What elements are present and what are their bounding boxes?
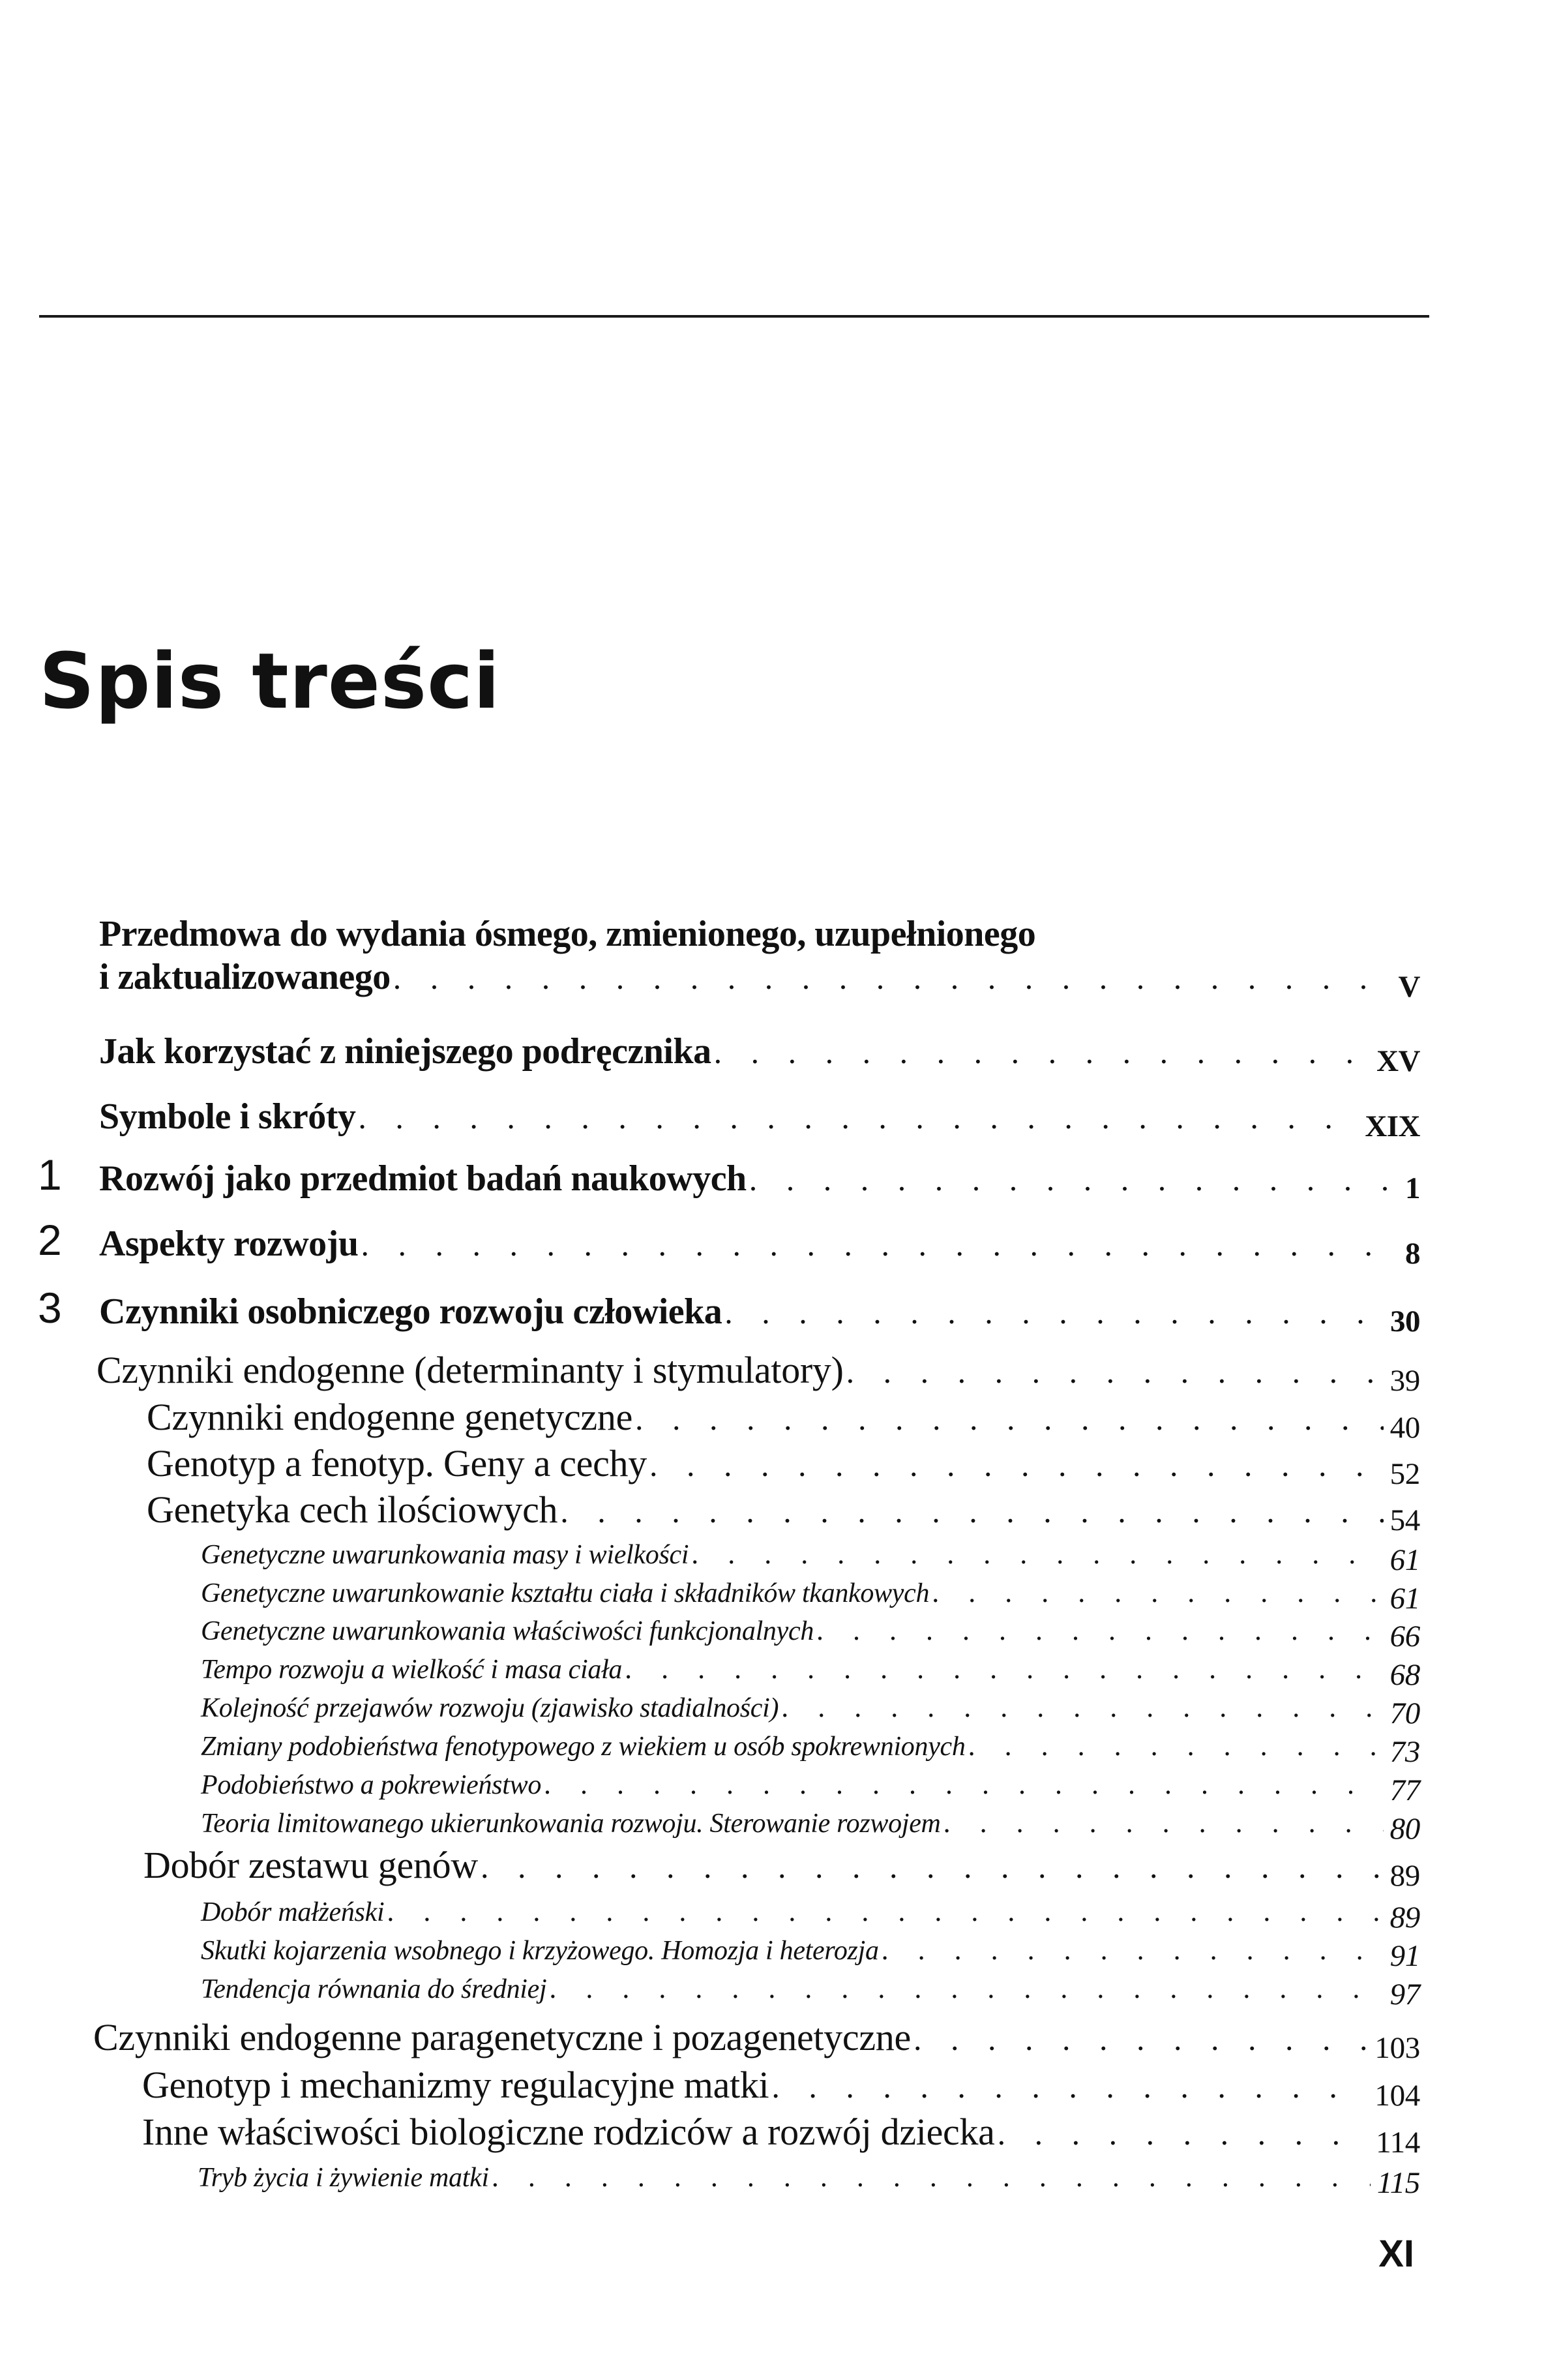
toc-entry-chapter-2 [99,1223,1420,1271]
toc-entry-chapter-3 [99,1291,1420,1338]
toc-subentry [142,2063,1420,2113]
chapter-number: 2 [38,1216,62,1264]
dot-leader [549,1972,1383,2005]
toc-subentry [201,1536,1420,1577]
dot-leader [968,1729,1384,1762]
toc-subentry [201,1970,1420,2011]
toc-entry-howto [99,1031,1420,1078]
toc-entry-label: Dobór małżeński [201,1897,385,1927]
toc-entry-label: Rozwój jako przedmiot badań naukowych [99,1158,747,1199]
toc-entry-label: Genetyczne uwarunkowanie kształtu ciała i składników tkankowych [201,1578,930,1608]
toc-page-number: 68 [1389,1658,1420,1692]
toc-page-number: 8 [1405,1237,1420,1271]
toc-entry-label: Kolejność przejawów rozwoju (zjawisko stadialności) [201,1693,779,1723]
toc-entry-label: Symbole i skróty [99,1096,356,1137]
toc-page-number: 61 [1389,1543,1420,1577]
chapter-number: 1 [38,1151,62,1199]
toc-entry-chapter-1 [99,1158,1420,1205]
toc-entry-label: Czynniki osobniczego rozwoju człowieka [99,1291,722,1332]
toc-page-number: XIX [1365,1109,1420,1143]
dot-leader [943,1806,1384,1839]
toc-subentry [143,1843,1420,1893]
toc-subentry [201,1766,1420,1807]
toc-entry-preface [99,956,1420,1004]
toc-subentry [201,1893,1420,1935]
dot-leader [635,1400,1384,1438]
toc-entry-label: Dobór zestawu genów [143,1844,478,1886]
toc-entry-label: Czynniki endogenne paragenetyczne i pozagenetyczne [93,2016,911,2058]
toc-entry-label: Genetyczne uwarunkowania masy i wielkości [201,1540,689,1570]
toc-entry-label: Zmiany podobieństwa fenotypowego z wiekiem u osób spokrewnionych [201,1732,966,1762]
dot-leader [714,1033,1370,1071]
toc-entry-label: Teoria limitowanego ukierunkowania rozwoju. Sterowanie rozwojem [201,1809,941,1839]
chapter-number: 3 [38,1284,62,1332]
toc-entry-label: Tryb życia i żywienie matki [198,2163,489,2193]
dot-leader [771,2068,1368,2105]
dot-leader [846,1353,1384,1391]
toc-subentry [201,1651,1420,1692]
dot-leader [358,1098,1358,1136]
toc-subentry [147,1441,1420,1491]
dot-leader [913,2020,1368,2058]
toc-page-number: V [1398,970,1420,1004]
toc-subentry [198,2159,1420,2200]
page-folio: XI [1378,2233,1414,2275]
toc-entry-label: i zaktualizowanego [99,957,391,997]
toc-subentry [201,1805,1420,1846]
toc-entry-label: Czynniki endogenne genetyczne [147,1396,633,1438]
toc-subentry [147,1488,1420,1537]
toc-subentry [201,1612,1420,1653]
toc-page-number: 66 [1389,1619,1420,1653]
toc-entry-label: Czynniki endogenne (determinanty i stymulatory) [97,1349,844,1391]
dot-leader [387,1895,1383,1928]
toc-page-number: 97 [1389,1978,1420,2011]
dot-leader [625,1652,1383,1685]
toc-entry-label: Tempo rozwoju a wielkość i masa ciała [201,1655,623,1685]
toc-page-number: 40 [1389,1411,1420,1445]
toc-subentry [201,1689,1420,1730]
toc-entry-label: Genotyp a fenotyp. Geny a cechy [147,1442,647,1484]
dot-leader [649,1446,1384,1484]
dot-leader [560,1492,1383,1530]
toc-page-number: XV [1376,1044,1420,1078]
toc-page-number: 89 [1389,1859,1420,1893]
toc-page-number: 91 [1389,1939,1420,1973]
toc-subentry [147,1395,1420,1445]
toc-entry-label: Genotyp i mechanizmy regulacyjne matki [142,2064,769,2106]
dot-leader [481,1848,1384,1886]
dot-leader [749,1160,1399,1198]
page-title: Spis treści [39,636,501,726]
toc-page-number: 61 [1389,1582,1420,1616]
dot-leader [691,1537,1383,1571]
toc-subentry [201,1932,1420,1973]
dot-leader [932,1576,1383,1609]
toc-entry-label: Podobieństwo a pokrewieństwo [201,1770,542,1800]
toc-page-number: 70 [1389,1696,1420,1730]
toc-entry-label: Genetyczne uwarunkowania właściwości funkcjonalnych [201,1616,814,1646]
dot-leader [781,1691,1383,1724]
dot-leader [816,1614,1384,1647]
toc-entry-label: Jak korzystać z niniejszego podręcznika [99,1031,711,1072]
toc-page-number: 77 [1389,1773,1420,1807]
toc-page-number: 103 [1374,2031,1420,2065]
dot-leader [361,1226,1399,1263]
toc-entry-label: Skutki kojarzenia wsobnego i krzyżowego. Homozja i heterozja [201,1936,879,1966]
dot-leader [492,2160,1371,2193]
toc-page-number: 89 [1389,1901,1420,1935]
toc-page-number: 73 [1389,1735,1420,1769]
dot-leader [724,1293,1384,1331]
toc-page-number: 80 [1389,1812,1420,1846]
toc-subentry [201,1574,1420,1616]
dot-leader [882,1933,1384,1966]
dot-leader [998,2115,1370,2152]
toc-entry-label: Genetyka cech ilościowych [147,1488,558,1531]
toc-entry-preface-line1: Przedmowa do wydania ósmego, zmienionego, uzupełnionego [99,914,1036,954]
toc-page-number: 115 [1376,2166,1420,2200]
toc-page-number: 104 [1374,2079,1420,2113]
toc-page-number: 39 [1389,1364,1420,1398]
toc-entry-label: Aspekty rozwoju [99,1224,359,1264]
toc-page-number: 1 [1405,1171,1420,1205]
toc-entry-symbols [99,1096,1420,1143]
dot-leader [393,959,1392,997]
toc-subentry [142,2110,1420,2160]
toc-page-number: 30 [1390,1304,1420,1338]
toc-page-number: 114 [1376,2126,1420,2160]
toc-subentry [93,2015,1420,2065]
toc-subentry [201,1728,1420,1769]
toc-entry-label: Tendencja równania do średniej [201,1974,547,2004]
header-rule [39,315,1429,318]
dot-leader [544,1768,1384,1801]
toc-page-number: 54 [1389,1503,1420,1537]
toc-entry-label: Inne właściwości biologiczne rodziców a rozwój dziecka [142,2111,995,2153]
toc-subentry [97,1348,1420,1398]
toc-page-number: 52 [1389,1457,1420,1491]
